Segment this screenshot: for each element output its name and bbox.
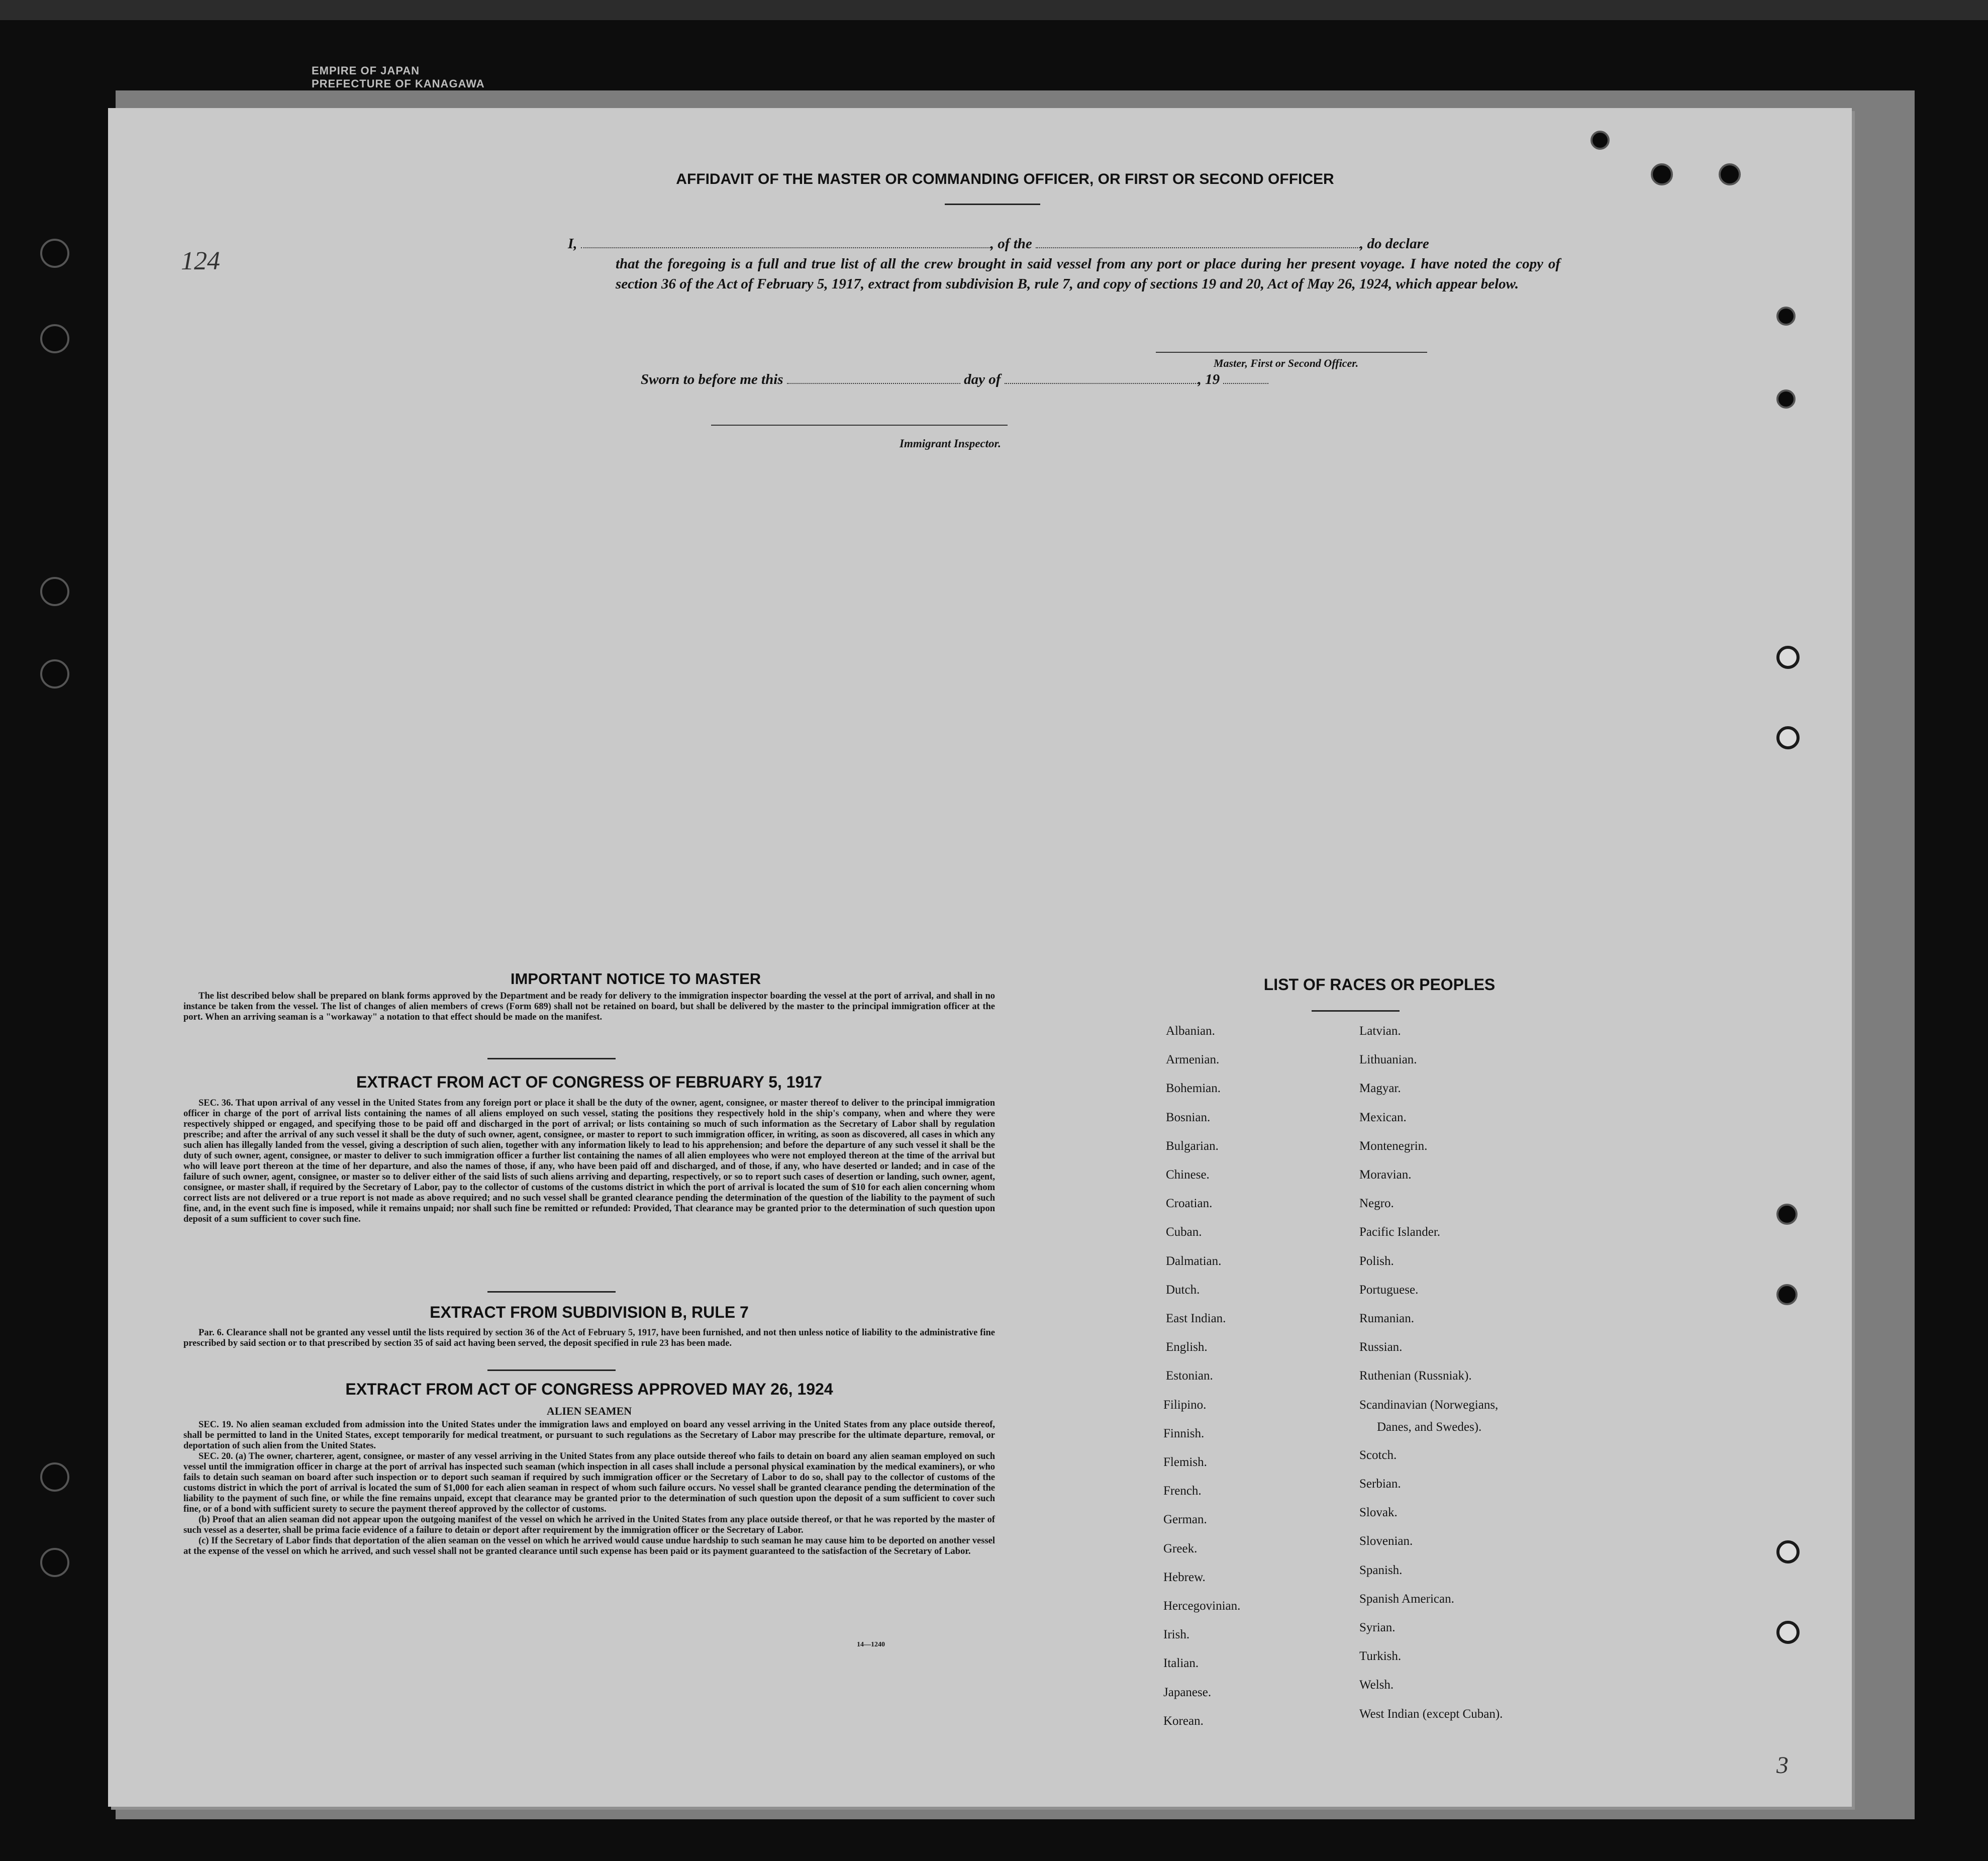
race-item: Estonian. [1166,1369,1213,1383]
extract-1924-title: EXTRACT FROM ACT OF CONGRESS APPROVED MAY 26, 1924 [345,1380,833,1398]
punch-hole-r1 [1776,307,1796,326]
master-signature-line [1156,352,1427,353]
inspector-label: Immigrant Inspector. [900,437,1001,450]
race-item: Ruthenian (Russniak). [1359,1369,1472,1383]
race-item: Negro. [1359,1197,1394,1211]
punch-hole-t2 [1651,163,1673,185]
race-item: Scotch. [1359,1448,1397,1462]
punch-hole-r7 [1776,1540,1800,1563]
punch-hole-r8 [1776,1621,1800,1644]
race-item: Filipino. [1163,1398,1207,1412]
affidavit-body: that the foregoing is a full and true list of all the crew brought in said vessel from any port or place during her present voyage. I have noted the copy of section 36 of the Act of February 5, 1917, extract from subdivision B, rule 7, and copy of sections 19 and 20, Act of May 26, 1924, which appear below. [616,256,1560,292]
binder-hole-6 [40,1548,69,1577]
binder-hole-2 [40,324,69,353]
prefecture-stamp [312,64,485,90]
race-scandinavian-cont: Danes, and Swedes). [1377,1420,1482,1434]
race-item: Hercegovinian. [1163,1599,1241,1613]
race-item: Turkish. [1359,1649,1402,1663]
alien-seamen-subtitle: ALIEN SEAMEN [546,1405,632,1417]
inspector-signature-line [711,425,1008,426]
race-item: Bohemian. [1166,1082,1221,1096]
race-item: Dutch. [1166,1283,1200,1297]
race-item: Chinese. [1166,1168,1210,1182]
race-item: West Indian (except Cuban). [1359,1707,1503,1721]
sec-20b-paragraph: (b) Proof that an alien seaman did not appear upon the outgoing manifest of the vessel on which he arrived in the United States from any place outside thereof, or that he was reported by the master of such vessel as a deserter, shall be prima facie evidence of a failure to detain or deport after requirement by the immigration officer or the Secretary of Labor. [183,1515,995,1535]
races-title-rule [1312,1010,1400,1012]
race-item: Portuguese. [1359,1283,1419,1297]
notice-rule [487,1058,616,1059]
rule7-text [183,1328,995,1349]
day-of-label: day of [964,371,1001,387]
punch-hole-r5 [1776,1204,1798,1225]
sworn-line [641,369,1344,389]
race-item: Spanish American. [1359,1592,1454,1606]
race-item: Latvian. [1359,1024,1401,1038]
sworn-year-field[interactable] [1223,371,1268,384]
race-item: Dalmatian. [1166,1254,1222,1268]
races-title: LIST OF RACES OR PEOPLES [1263,975,1496,994]
sec-20a-paragraph: SEC. 20. (a) The owner, charterer, agent, consignee, or master of any vessel arriving in the United States from any place outside thereof who fails to detain on board any alien seaman employed on such vessel until the immigration officer in charge at the port of arrival has inspected such seaman (which inspection in all cases shall include a personal physical examination by the medical examiners), or who fails to detain such seaman on board after such inspection or to deport such seaman if required by such immigration officer or the Secretary of Labor to do so, shall pay to the collector of customs of the customs district in which the port of arrival is located the sum of $1,000 for each alien seaman in respect of whom such failure occurs. No vessel shall be granted clearance pending the determination of the liability to the payment of such fine, or while the fine remains unpaid, except that clearance may be granted prior to the determination of such question upon the deposit of a sum sufficient to cover such fine, or of a bond with sufficient surety to secure the payment thereof approved by the collector of customs. [183,1451,995,1514]
binder-hole-3 [40,577,69,606]
race-item: German. [1163,1513,1207,1527]
affidavit-title-rule [945,204,1040,205]
punch-hole-t3 [1719,163,1741,185]
punch-hole-r4 [1776,726,1800,749]
affidavit-declare: , do declare [1360,236,1429,252]
binder-hole-1 [40,239,69,268]
sworn-label: Sworn to before me this [641,371,783,387]
race-item: Croatian. [1166,1197,1213,1211]
punch-hole-t1 [1591,131,1610,150]
race-item: Serbian. [1359,1477,1401,1491]
notice-title: IMPORTANT NOTICE TO MASTER [510,970,761,988]
race-item: English. [1166,1340,1208,1354]
race-item: Slovenian. [1359,1534,1413,1548]
sec-20c-paragraph: (c) If the Secretary of Labor finds that deportation of the alien seaman on the vessel on which he arrived would cause undue hardship to such seaman he may cause him to be deported on another vessel at the expense of the vessel on which he arrived, and such vessel shall not be granted clearance until such expense has been paid or its payment guaranteed to the satisfaction of the Secretary of Labor. [183,1536,995,1556]
stamp-line-1: EMPIRE OF JAPAN [312,64,420,77]
document-page [108,108,1852,1807]
affidavit-i: I, [568,236,577,252]
punch-hole-r2 [1776,389,1796,409]
affidavit-of-the: , of the [990,236,1032,252]
punch-hole-r3 [1776,646,1800,669]
form-number: 14—1240 [857,1641,885,1648]
sec-19-paragraph: SEC. 19. No alien seaman excluded from admission into the United States under the immigration laws and employed on board any vessel arriving in the United States from any place outside thereof, shall be permitted to land in the United States, except temporarily for medical treatment, or pursuant to such regulations as the Secretary of Labor may prescribe for the ultimate departure, removal, or deportation of such alien from the United States. [183,1420,995,1451]
notice-text [183,991,995,1023]
race-item: Syrian. [1359,1620,1396,1634]
race-item: French. [1163,1484,1202,1498]
race-item: Korean. [1163,1714,1204,1728]
vessel-name-field[interactable] [1036,235,1360,248]
race-item: East Indian. [1166,1312,1226,1325]
extract-1917-text [183,1098,995,1225]
punch-hole-r6 [1776,1284,1798,1305]
par-6-paragraph: Par. 6. Clearance shall not be granted any vessel until the lists required by section 36 of the Act of February 5, 1917, have been furnished, and not then unless notice of liability to the administrative fine prescribed by said section or to that prescribed by section 35 of said act having been served, the deposit specified in rule 23 has been made. [183,1328,995,1348]
race-item: Italian. [1163,1656,1199,1671]
race-item: Moravian. [1359,1168,1412,1182]
year-prefix: , 19 [1198,371,1220,387]
race-item: Armenian. [1166,1053,1220,1067]
race-item: Spanish. [1359,1563,1403,1577]
handwritten-number: 124 [181,247,220,275]
race-item: Bulgarian. [1166,1139,1219,1153]
race-item: Japanese. [1163,1685,1212,1699]
race-item: Greek. [1163,1541,1198,1555]
handwritten-page-mark: 3 [1776,1752,1788,1779]
race-item: Polish. [1359,1254,1394,1268]
race-item: Lithuanian. [1359,1053,1417,1067]
notice-paragraph: The list described below shall be prepared on blank forms approved by the Department and be ready for delivery to the immigration inspector boarding the vessel at the port of arrival, and shall in no instance be taken from the vessel. The list of changes of alien members of crews (Form 689) shall not be retained on board, but shall be delivered by the master to the principal immigration officer at the port. When an arriving seaman is a "workaway" a notation to that effect should be made on the manifest. [183,991,995,1022]
race-item: Magyar. [1359,1082,1401,1096]
rule7-title: EXTRACT FROM SUBDIVISION B, RULE 7 [430,1303,749,1321]
sec-36-paragraph: SEC. 36. That upon arrival of any vessel in the United States from any foreign port or place it shall be the duty of the owner, agent, consignee, or master thereof to deliver to the principal immigration officer in charge of the port of arrival lists containing the names of all aliens employed on such vessel, stating the positions they respectively hold in the ship's company, when and where they were respectively shipped or engaged, and specifying those to be paid off and discharged in the port of arrival; or lists containing so much of such information as the Secretary of Labor shall by regulation prescribe; and after the arrival of any such vessel it shall be the duty of such owner, agent, consignee, or master to report to such immigration officer, in writing, as soon as discovered, all cases in which any such alien has illegally landed from the vessel, giving a description of such alien, together with any information likely to lead to his apprehension; and before the departure of any such vessel it shall be the duty of such owner, agent, consignee, or master to deliver to such immigration officer a further list containing the names of all alien employees who were not employed thereon at the time of the arrival but who will leave port thereon at the time of her departure, and also the names of those, if any, who have been paid off and discharged, and of those, if any, who have deserted or landed; and in case of the failure of such owner, agent, consignee, or master so to deliver either of the said lists of such aliens arriving and departing, respectively, or so to report such cases of desertion or landing, such owner, agent, consignee, or master shall, if required by the Secretary of Labor, pay to the collector of customs of the customs district in which the port of arrival is located the sum of $10 for each alien concerning whom correct lists are not delivered or a true report is not made as above required; and no such vessel shall be granted clearance pending the determination of the question of the liability to the payment of such fine, and, in the event such fine is imposed, while it remains unpaid; nor shall such fine be remitted or refunded: Provided, That clearance may be granted prior to the determination of such question upon deposit of a sum sufficient to cover such fine. [183,1098,995,1224]
affidavit-title: AFFIDAVIT OF THE MASTER OR COMMANDING OFFICER, OR FIRST OR SECOND OFFICER [676,171,1334,187]
race-item: Irish. [1163,1628,1190,1642]
race-item: Welsh. [1359,1678,1394,1692]
extract-1917-title: EXTRACT FROM ACT OF CONGRESS OF FEBRUARY 5, 1917 [356,1073,822,1091]
stamp-line-2: PREFECTURE OF KANAGAWA [312,77,485,90]
sworn-month-field[interactable] [1005,371,1198,384]
race-item: Cuban. [1166,1225,1202,1239]
race-item: Montenegrin. [1359,1139,1428,1153]
race-item: Russian. [1359,1340,1403,1354]
race-item: Albanian. [1166,1024,1215,1038]
race-item: Flemish. [1163,1455,1207,1469]
extract-1917-rule [487,1291,616,1293]
race-item: Pacific Islander. [1359,1225,1441,1239]
master-signature-label: Master, First or Second Officer. [1214,357,1359,369]
affidavit-line-1 [558,234,1558,254]
binder-hole-4 [40,659,69,689]
race-item: Finnish. [1163,1426,1205,1440]
race-item: Slovak. [1359,1506,1398,1520]
extract-1924-text [183,1420,995,1557]
master-name-field[interactable] [581,235,990,248]
race-item: Rumanian. [1359,1312,1415,1325]
rule7-rule [487,1369,616,1371]
binder-hole-5 [40,1462,69,1492]
sworn-day-field[interactable] [787,371,960,384]
race-item: Mexican. [1359,1110,1407,1124]
race-item: Scandinavian (Norwegians, [1359,1398,1499,1412]
race-item: Hebrew. [1163,1570,1206,1584]
race-item: Bosnian. [1166,1110,1211,1124]
scan-border-top [0,0,1988,20]
